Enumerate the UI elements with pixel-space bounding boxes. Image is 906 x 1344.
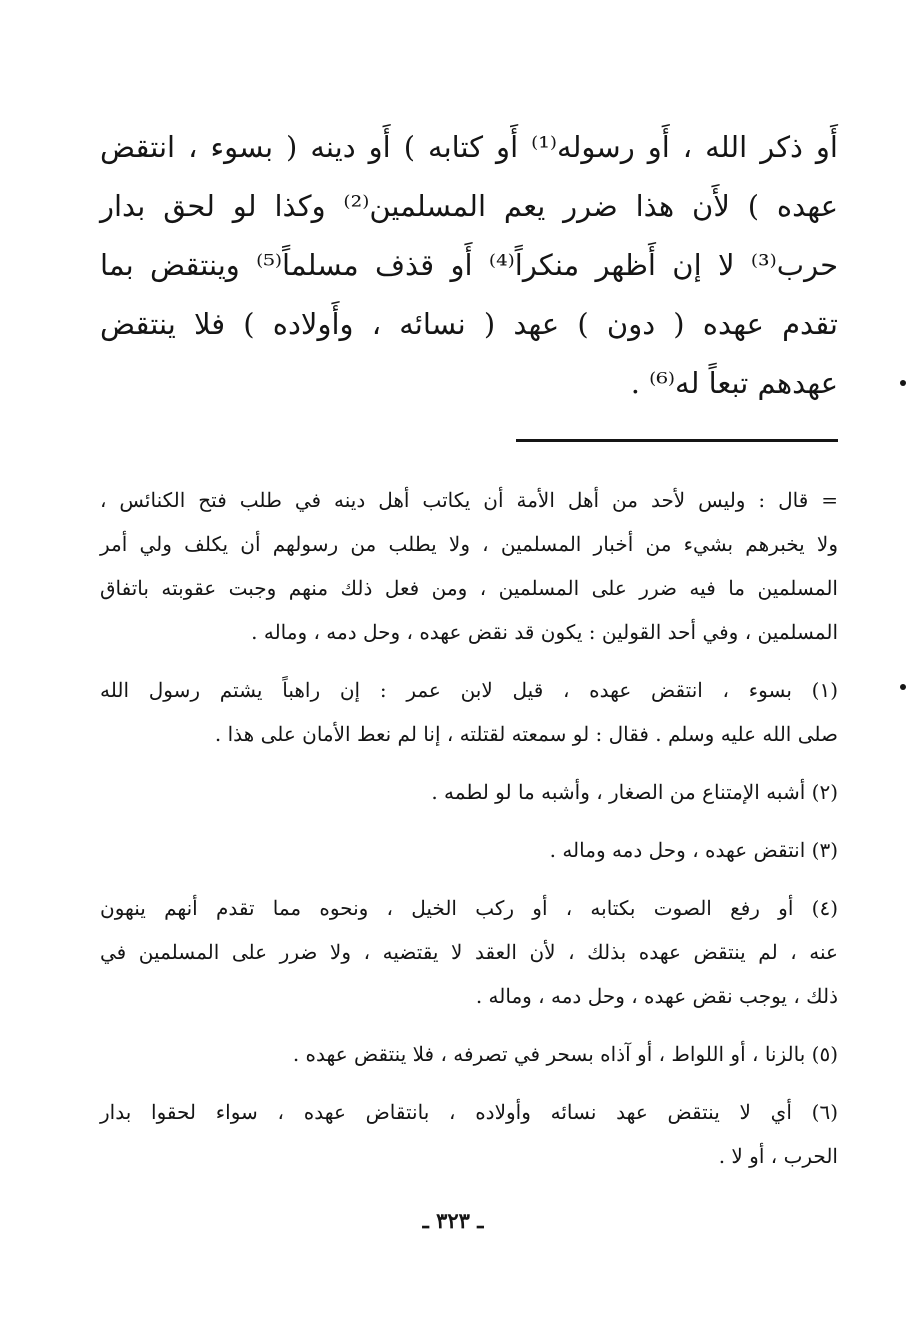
main-text-line: تقدم عهده ( دون ) عهد ( نسائه ، وأَولاده ) فلا ينتقض xyxy=(100,307,838,341)
page-number: ـ ٣٢٣ ـ xyxy=(422,1208,484,1233)
footnote-line: (٣) انتقض عهده ، وحل دمه وماله . xyxy=(549,838,838,862)
footnote-line: الحرب ، أو لا . xyxy=(718,1144,838,1168)
footnote-line: المسلمين ، وفي أحد القولين : يكون قد نقض عهده ، وحل دمه ، وماله . xyxy=(251,620,838,644)
main-text-line: حرب⁽³⁾ لا إن أَظهر منكراً⁽⁴⁾ أَو قذف مسلماً⁽⁵⁾ وينتقض بما xyxy=(100,248,839,282)
footnote-line: المسلمين ما فيه ضرر على المسلمين ، ومن فعل ذلك منهم وجبت عقوبته باتفاق xyxy=(100,576,838,600)
footnote-line: (٦) أي لا ينتقض عهد نسائه وأولاده ، بانتقاض عهده ، سواء لحقوا بدار xyxy=(100,1100,838,1124)
footnote-line: (١) بسوء ، انتقض عهده ، قيل لابن عمر : إن راهباً يشتم رسول الله xyxy=(100,678,838,702)
footnote-line: صلى الله عليه وسلم . فقال : لو سمعته لقتلته ، إنا لم نعط الأمان على هذا . xyxy=(214,722,838,746)
footnote-line: ولا يخبرهم بشيء من أخبار المسلمين ، ولا يطلب من رسولهم أن يكلف ولي أمر xyxy=(100,532,838,556)
main-text-block xyxy=(100,118,838,413)
footnote-4 xyxy=(100,886,838,1018)
main-text-line: أَو ذكر الله ، أَو رسوله⁽¹⁾ أَو كتابه ) أَو دينه ( بسوء ، انتقض xyxy=(100,130,838,164)
footnote-line: (٥) بالزنا ، أو اللواط ، أو آذاه بسحر في تصرفه ، فلا ينتقض عهده . xyxy=(292,1042,838,1066)
footnote-separator-rule xyxy=(516,439,838,442)
footnote-line: ذلك ، يوجب نقض عهده ، وحل دمه ، وماله . xyxy=(475,984,838,1008)
footnote-continuation xyxy=(100,478,838,654)
main-text-line: عهده ) لأَن هذا ضرر يعم المسلمين⁽²⁾ وكذا لو لحق بدار xyxy=(100,189,838,223)
footnote-3 xyxy=(100,828,838,872)
footnotes-block xyxy=(100,478,838,1192)
footnote-line: (٢) أشبه الإمتناع من الصغار ، وأشبه ما لو لطمه . xyxy=(431,780,838,804)
footnote-line: عنه ، لم ينتقض عهده بذلك ، لأن العقد لا يقتضيه ، ولا ضرر على المسلمين في xyxy=(100,940,838,964)
margin-mark xyxy=(900,684,906,690)
footnote-6 xyxy=(100,1090,838,1178)
main-text-line: عهدهم تبعاً له⁽⁶⁾ . xyxy=(630,366,838,400)
footnote-line: = قال : وليس لأحد من أهل الأمة أن يكاتب أهل دينه في طلب فتح الكنائس ، xyxy=(100,488,838,512)
footnote-line: (٤) أو رفع الصوت بكتابه ، أو ركب الخيل ، ونحوه مما تقدم أنهم ينهون xyxy=(100,896,838,920)
margin-mark xyxy=(900,380,906,386)
footnote-5 xyxy=(100,1032,838,1076)
footnote-1 xyxy=(100,668,838,756)
footnote-2 xyxy=(100,770,838,814)
